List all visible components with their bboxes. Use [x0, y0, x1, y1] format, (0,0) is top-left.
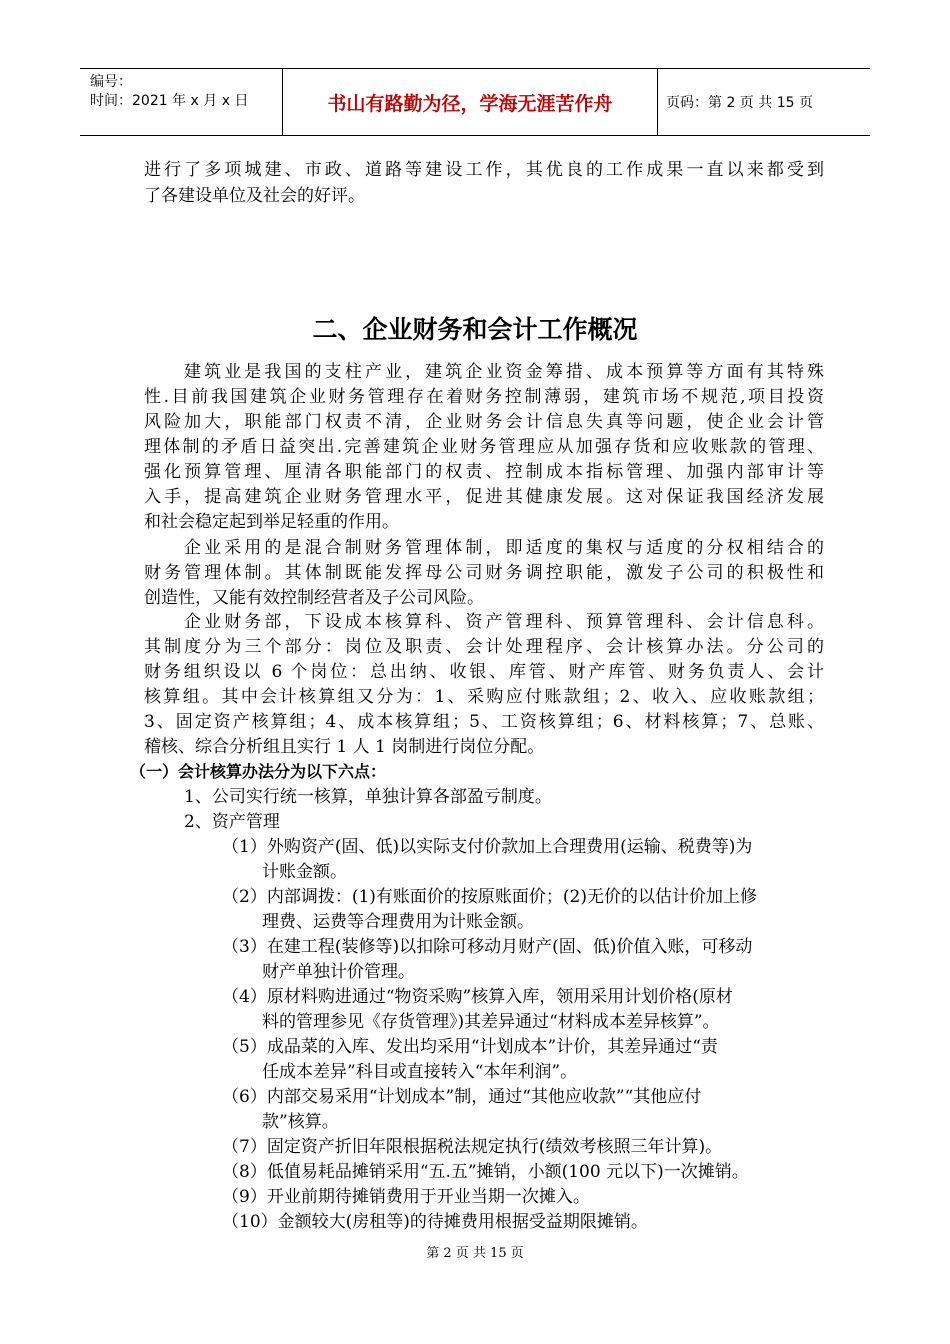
list-item: （1）外购资产(固、低)以实际支付价款加上合理费用(运输、税费等)为 [222, 837, 753, 857]
point-item: 1、公司实行统一核算，单独计算各部盈亏制度。 [184, 787, 552, 807]
list-item-cont: 计账金额。 [262, 862, 347, 882]
list-item: （2）内部调拨：(1)有账面价的按原账面价；(2)无价的以估计价加上修 [222, 887, 757, 907]
paragraph-line: 企业财务部，下设成本核算科、资产管理科、预算管理科、会计信息科。 [184, 612, 824, 632]
header-page-info: 页码：第 2 页 共 15 页 [666, 95, 813, 111]
paragraph-line: 建筑业是我国的支柱产业，建筑企业资金筹措、成本预算等方面有其特殊 [184, 362, 824, 382]
intro-line: 了各建设单位及社会的好评。 [144, 186, 365, 206]
header-motto: 书山有路勤为径，学海无涯苦作舟 [282, 69, 658, 135]
subheading: （一）会计核算办法分为以下六点： [130, 762, 387, 781]
paragraph-line: 理体制的矛盾日益突出.完善建筑企业财务管理应从加强存货和应收账款的管理、 [144, 437, 824, 457]
list-item: （10）金额较大(房租等)的待摊费用根据受益期限摊销。 [222, 1212, 648, 1232]
page-footer: 第 2 页 共 15 页 [426, 1246, 524, 1261]
paragraph-line: 核算组。其中会计核算组又分为：1、采购应付账款组；2、收入、应收账款组； [144, 687, 824, 707]
section-title: 二、企业财务和会计工作概况 [312, 315, 638, 344]
paragraph-line: 其制度分为三个部分：岗位及职责、会计处理程序、会计核算办法。分公司的 [144, 637, 824, 657]
time-label: 时间：2021 年 x 月 x 日 [90, 93, 249, 109]
list-item: （6）内部交易采用“计划成本”制，通过“其他应收款”“其他应付 [222, 1087, 702, 1107]
list-item: （5）成品菜的入库、发出均采用“计划成本”计价，其差异通过“责 [222, 1037, 718, 1057]
paragraph-line: 和社会稳定起到举足轻重的作用。 [144, 512, 399, 532]
paragraph-line: 企业采用的是混合制财务管理体制，即适度的集权与适度的分权相结合的 [184, 538, 824, 558]
paragraph-line: 3、固定资产核算组；4、成本核算组；5、工资核算组；6、材料核算；7、总账、 [144, 712, 824, 732]
paragraph-line: 稽核、综合分析组且实行 1 人 1 岗制进行岗位分配。 [144, 737, 545, 757]
paragraph-line: 创造性，又能有效控制经营者及子公司风险。 [144, 588, 484, 608]
list-item-cont: 料的管理参见《存货管理》)其差异通过“材料成本差异核算”。 [262, 1012, 720, 1032]
list-item-cont: 款”核算。 [262, 1112, 339, 1132]
list-item-cont: 任成本差异”科目或直接转入“本年利润”。 [262, 1062, 578, 1082]
list-item: （4）原材料购进通过“物资采购”核算入库，领用采用计划价格(原材 [222, 987, 733, 1007]
paragraph-line: 财务管理体制。其体制既能发挥母公司财务调控职能，激发子公司的积极性和 [144, 563, 824, 583]
list-item: （3）在建工程(装修等)以扣除可移动月财产(固、低)价值入账，可移动 [222, 937, 753, 957]
list-item: （8）低值易耗品摊销采用“五.五”摊销，小额(100 元以下)一次摊销。 [222, 1162, 749, 1182]
page-header [80, 68, 870, 136]
list-item: （7）固定资产折旧年限根据税法规定执行(绩效考核照三年计算)。 [222, 1137, 723, 1157]
list-item-cont: 财产单独计价管理。 [262, 962, 415, 982]
point-item: 2、资产管理 [184, 812, 280, 832]
number-label: 编号： [90, 74, 132, 90]
paragraph-line: 性.目前我国建筑企业财务管理存在着财务控制薄弱，建筑市场不规范,项目投资 [144, 387, 824, 407]
list-item-cont: 理费、运费等合理费用为计账金额。 [262, 912, 534, 932]
list-item: （9）开业前期待摊销费用于开业当期一次摊入。 [222, 1187, 590, 1207]
intro-line: 进行了多项城建、市政、道路等建设工作，其优良的工作成果一直以来都受到 [144, 160, 824, 180]
paragraph-line: 强化预算管理、厘清各职能部门的权责、控制成本指标管理、加强内部审计等 [144, 462, 824, 482]
header-meta [80, 69, 282, 135]
paragraph-line: 风险加大，职能部门权责不清，企业财务会计信息失真等问题，使企业会计管 [144, 412, 824, 432]
paragraph-line: 财务组织设以 6 个岗位：总出纳、收银、库管、财产库管、财务负责人、会计 [144, 662, 824, 682]
paragraph-line: 入手，提高建筑企业财务管理水平，促进其健康发展。这对保证我国经济发展 [144, 487, 824, 507]
